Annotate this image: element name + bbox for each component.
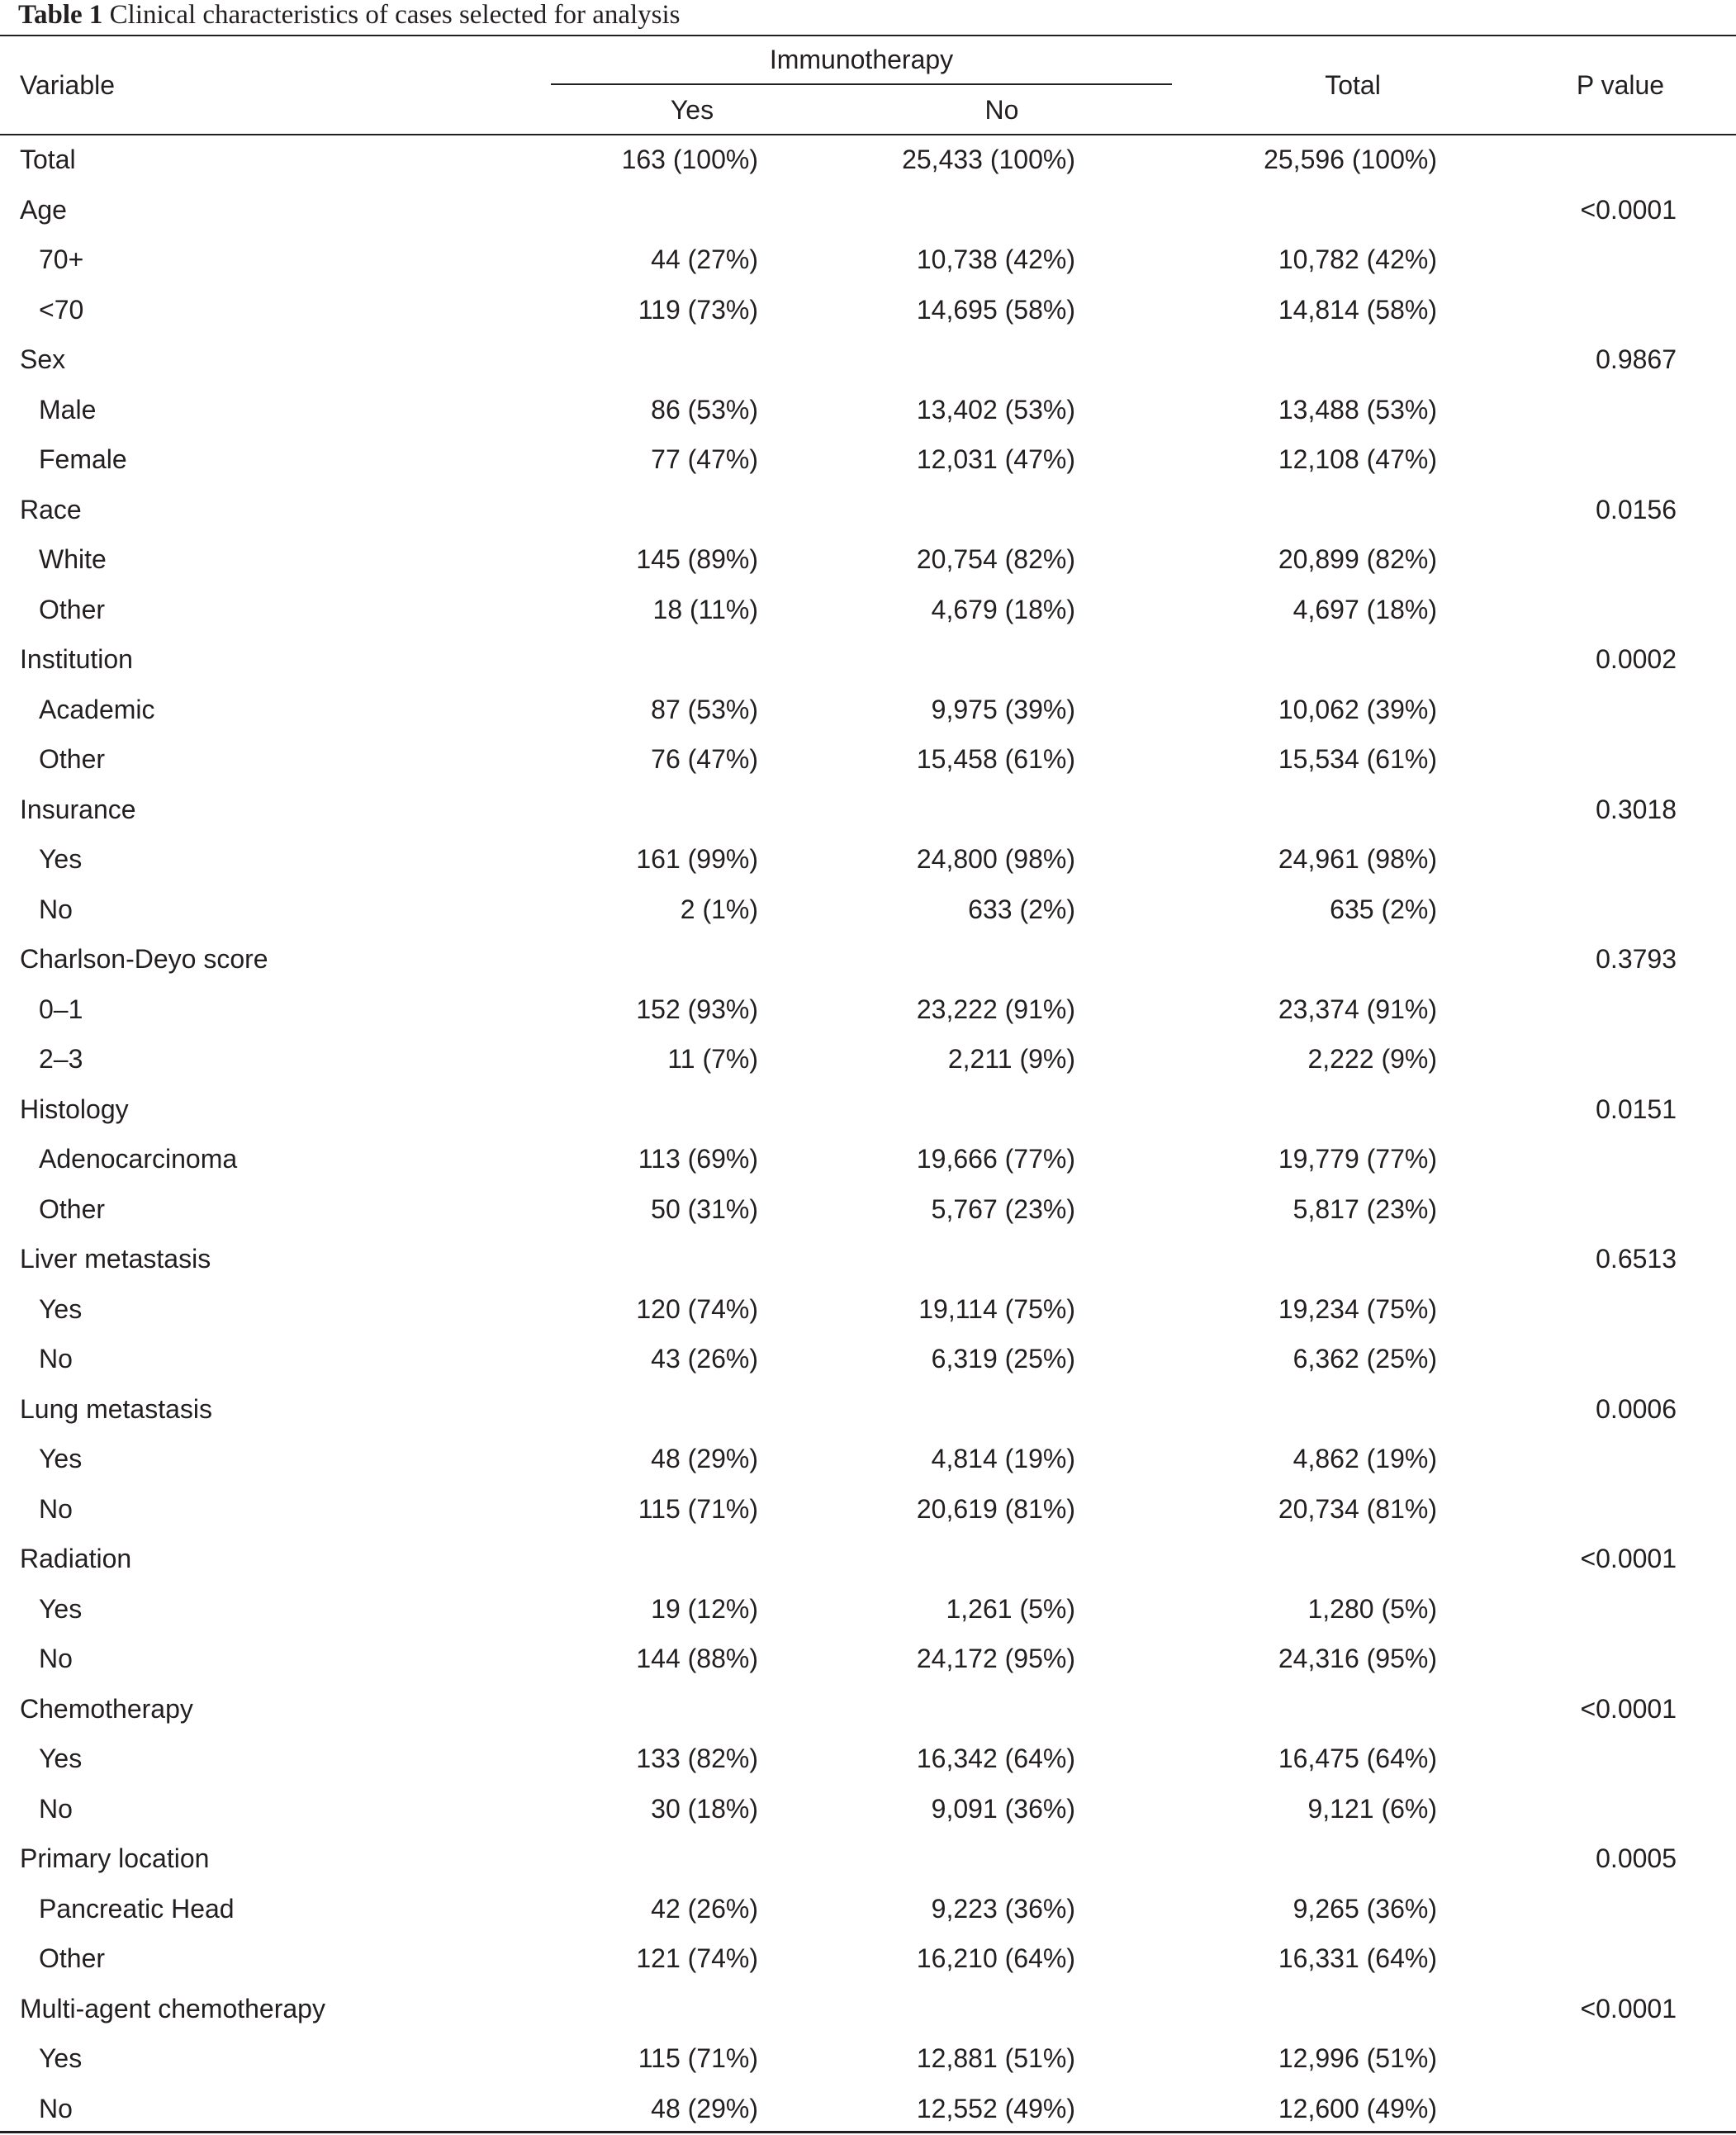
cell-total: 12,108 (47%) [1278, 444, 1437, 474]
cell-p-value: 0.0002 [1596, 644, 1677, 674]
cell-total: 9,121 (6%) [1307, 1793, 1437, 1824]
cell-immunotherapy-no: 4,814 (19%) [931, 1444, 1075, 1473]
cell-immunotherapy-no: 14,695 (58%) [916, 294, 1075, 325]
table-row [0, 1034, 1736, 1084]
cell-immunotherapy-yes: 133 (82%) [636, 1744, 758, 1773]
cell-immunotherapy-yes: 42 (26%) [651, 1893, 758, 1924]
cell-immunotherapy-yes: 19 (12%) [651, 1593, 758, 1624]
cell-total: 25,596 (100%) [1264, 145, 1437, 174]
cell-variable: Female [39, 444, 127, 474]
cell-variable: Other [39, 594, 106, 624]
cell-immunotherapy-no: 23,222 (91%) [916, 994, 1075, 1024]
cell-immunotherapy-no: 2,211 (9%) [947, 1044, 1075, 1074]
cell-variable: Radiation [20, 1544, 132, 1573]
cell-immunotherapy-no: 1,261 (5%) [946, 1593, 1075, 1624]
cell-immunotherapy-no: 13,402 (53%) [916, 394, 1075, 425]
cell-variable: Insurance [20, 794, 136, 824]
cell-immunotherapy-yes: 48 (29%) [651, 2093, 758, 2123]
cell-immunotherapy-no: 633 (2%) [968, 894, 1075, 924]
cell-immunotherapy-no: 9,975 (39%) [931, 694, 1075, 724]
table-row [0, 1084, 1736, 1135]
table-row [0, 1684, 1736, 1734]
table-row [0, 934, 1736, 984]
cell-immunotherapy-no: 20,754 (82%) [916, 544, 1075, 574]
cell-variable: Yes [39, 2043, 83, 2073]
cell-variable: Histology [20, 1094, 129, 1124]
cell-total: 20,734 (81%) [1278, 1493, 1437, 1524]
cell-variable: Primary location [20, 1843, 210, 1873]
table-row [0, 1984, 1736, 2034]
cell-variable: Total [20, 145, 76, 174]
cell-total: 24,316 (95%) [1278, 1644, 1437, 1673]
table-row [0, 785, 1736, 835]
cell-total: 19,234 (75%) [1278, 1293, 1437, 1324]
table-body [0, 135, 1736, 2133]
cell-p-value: 0.0006 [1596, 1393, 1677, 1424]
cell-immunotherapy-no: 20,619 (81%) [916, 1493, 1075, 1524]
cell-immunotherapy-yes: 77 (47%) [651, 444, 758, 474]
table-row [0, 1734, 1736, 1784]
cell-immunotherapy-yes: 120 (74%) [636, 1293, 758, 1324]
table-row [0, 1484, 1736, 1535]
table-caption-text: Clinical characteristics of cases selected for analysis [109, 0, 681, 30]
cell-total: 14,814 (58%) [1278, 294, 1437, 325]
cell-variable: No [39, 894, 73, 924]
cell-variable: Other [39, 744, 106, 774]
cell-immunotherapy-yes: 119 (73%) [638, 294, 758, 325]
cell-total: 5,817 (23%) [1293, 1193, 1437, 1224]
cell-immunotherapy-no: 19,666 (77%) [916, 1144, 1075, 1174]
cell-variable: Chemotherapy [20, 1693, 193, 1724]
cell-immunotherapy-yes: 48 (29%) [651, 1444, 758, 1473]
cell-total: 10,062 (39%) [1278, 694, 1437, 724]
table-row [0, 235, 1736, 285]
cell-total: 12,996 (51%) [1278, 2043, 1437, 2073]
cell-p-value: <0.0001 [1580, 1544, 1677, 1573]
cell-total: 635 (2%) [1330, 894, 1437, 924]
cell-immunotherapy-yes: 152 (93%) [636, 994, 758, 1024]
table-row [0, 2084, 1736, 2134]
cell-immunotherapy-yes: 86 (53%) [651, 394, 758, 425]
cell-total: 16,331 (64%) [1278, 1943, 1437, 1973]
table-row [0, 1234, 1736, 1284]
table-bottom-rule [0, 2131, 1736, 2133]
cell-total: 19,779 (77%) [1278, 1144, 1437, 1174]
cell-total: 6,362 (25%) [1293, 1344, 1437, 1374]
cell-p-value: 0.3018 [1596, 794, 1677, 824]
cell-total: 16,475 (64%) [1278, 1744, 1437, 1773]
cell-immunotherapy-yes: 161 (99%) [636, 844, 758, 874]
cell-p-value: 0.0151 [1596, 1094, 1677, 1124]
table-row [0, 1884, 1736, 1934]
cell-immunotherapy-no: 16,342 (64%) [916, 1744, 1075, 1773]
cell-total: 15,534 (61%) [1278, 744, 1437, 774]
cell-variable: 0–1 [39, 994, 83, 1024]
table-row [0, 135, 1736, 185]
table-row [0, 984, 1736, 1035]
cell-variable: Race [20, 494, 82, 524]
cell-total: 4,862 (19%) [1293, 1444, 1437, 1473]
table-row [0, 834, 1736, 885]
cell-total: 10,782 (42%) [1278, 244, 1437, 274]
cell-variable: No [39, 1793, 73, 1824]
table-row [0, 285, 1736, 335]
cell-immunotherapy-no: 24,172 (95%) [916, 1644, 1075, 1673]
cell-immunotherapy-no: 6,319 (25%) [931, 1344, 1075, 1374]
cell-p-value: 0.6513 [1596, 1244, 1677, 1274]
cell-p-value: <0.0001 [1580, 1993, 1677, 2024]
header-variable: Variable [20, 70, 116, 100]
table-row [0, 734, 1736, 785]
cell-immunotherapy-no: 9,223 (36%) [931, 1893, 1075, 1924]
cell-p-value: 0.9867 [1596, 344, 1677, 374]
cell-total: 1,280 (5%) [1307, 1593, 1437, 1624]
table-row [0, 1584, 1736, 1634]
table-row [0, 1434, 1736, 1484]
cell-immunotherapy-yes: 145 (89%) [636, 544, 758, 574]
cell-variable: Charlson-Deyo score [20, 944, 268, 974]
cell-immunotherapy-no: 12,881 (51%) [916, 2043, 1075, 2073]
cell-p-value: 0.0005 [1596, 1843, 1677, 1873]
cell-immunotherapy-yes: 11 (7%) [667, 1044, 758, 1074]
cell-variable: Other [39, 1943, 106, 1973]
header-total: Total [1325, 70, 1381, 100]
cell-immunotherapy-yes: 113 (69%) [638, 1144, 758, 1174]
table-caption-label: Table 1 [18, 0, 103, 30]
cell-variable: Yes [39, 1744, 83, 1773]
cell-variable: Lung metastasis [20, 1393, 213, 1424]
header-group-rule [551, 83, 1172, 85]
cell-variable: Sex [20, 344, 66, 374]
cell-immunotherapy-yes: 30 (18%) [651, 1793, 758, 1824]
cell-variable: Yes [39, 1293, 83, 1324]
cell-p-value: <0.0001 [1580, 1693, 1677, 1724]
cell-total: 9,265 (36%) [1293, 1893, 1437, 1924]
header-yes: Yes [670, 95, 714, 125]
cell-immunotherapy-no: 10,738 (42%) [916, 244, 1075, 274]
cell-total: 2,222 (9%) [1307, 1044, 1437, 1074]
cell-immunotherapy-no: 16,210 (64%) [916, 1943, 1075, 1973]
cell-p-value: 0.0156 [1596, 494, 1677, 524]
cell-p-value: 0.3793 [1596, 944, 1677, 974]
cell-immunotherapy-no: 25,433 (100%) [902, 145, 1075, 174]
table-row [0, 534, 1736, 585]
cell-total: 13,488 (53%) [1278, 394, 1437, 425]
cell-variable: Pancreatic Head [39, 1893, 235, 1924]
cell-immunotherapy-yes: 18 (11%) [652, 594, 758, 624]
cell-immunotherapy-yes: 2 (1%) [680, 894, 758, 924]
table-row [0, 334, 1736, 385]
cell-variable: Age [20, 194, 67, 225]
cell-total: 24,961 (98%) [1278, 844, 1437, 874]
header-immunotherapy: Immunotherapy [769, 45, 954, 74]
header-p-value: P value [1576, 70, 1665, 100]
cell-total: 23,374 (91%) [1278, 994, 1437, 1024]
cell-immunotherapy-yes: 44 (27%) [651, 244, 758, 274]
table-row [0, 1634, 1736, 1684]
cell-variable: Academic [39, 694, 155, 724]
table-row [0, 1933, 1736, 1984]
table-row [0, 1284, 1736, 1335]
cell-immunotherapy-no: 9,091 (36%) [931, 1793, 1075, 1824]
table-row [0, 885, 1736, 935]
cell-variable: Liver metastasis [20, 1244, 211, 1274]
table-row [0, 634, 1736, 685]
table-row [0, 1534, 1736, 1584]
cell-variable: No [39, 1644, 73, 1673]
table-row [0, 385, 1736, 435]
cell-variable: No [39, 1344, 73, 1374]
cell-variable: 70+ [39, 244, 84, 274]
table-top-rule [0, 35, 1736, 36]
cell-p-value: <0.0001 [1580, 194, 1677, 225]
table-row [0, 685, 1736, 735]
cell-total: 12,600 (49%) [1278, 2093, 1437, 2123]
table-row [0, 1834, 1736, 1884]
cell-immunotherapy-yes: 121 (74%) [636, 1943, 758, 1973]
cell-immunotherapy-no: 4,679 (18%) [931, 594, 1075, 624]
table-row [0, 1334, 1736, 1384]
table-row [0, 1134, 1736, 1184]
table-row [0, 1384, 1736, 1435]
cell-variable: Male [39, 394, 97, 425]
cell-variable: White [39, 544, 107, 574]
cell-immunotherapy-yes: 115 (71%) [638, 1493, 758, 1524]
cell-immunotherapy-yes: 43 (26%) [651, 1344, 758, 1374]
table-row [0, 434, 1736, 485]
table-row [0, 2033, 1736, 2084]
cell-immunotherapy-yes: 163 (100%) [621, 145, 758, 174]
cell-immunotherapy-no: 24,800 (98%) [916, 844, 1075, 874]
table-row [0, 1784, 1736, 1834]
cell-immunotherapy-yes: 115 (71%) [638, 2043, 758, 2073]
cell-immunotherapy-yes: 87 (53%) [651, 694, 758, 724]
cell-variable: Adenocarcinoma [39, 1144, 238, 1174]
cell-variable: Yes [39, 1444, 83, 1473]
cell-variable: Multi-agent chemotherapy [20, 1993, 325, 2024]
cell-variable: 2–3 [39, 1044, 83, 1074]
cell-immunotherapy-no: 5,767 (23%) [931, 1193, 1075, 1224]
table-row [0, 1184, 1736, 1235]
cell-immunotherapy-no: 12,031 (47%) [916, 444, 1075, 474]
cell-variable: Institution [20, 644, 133, 674]
cell-immunotherapy-no: 15,458 (61%) [916, 744, 1075, 774]
cell-variable: Yes [39, 1593, 83, 1624]
table-row [0, 485, 1736, 535]
cell-variable: No [39, 1493, 73, 1524]
table-row [0, 585, 1736, 635]
cell-total: 20,899 (82%) [1278, 544, 1437, 574]
cell-total: 4,697 (18%) [1293, 594, 1437, 624]
cell-variable: <70 [39, 294, 84, 325]
table-row [0, 185, 1736, 235]
table-caption [18, 0, 681, 33]
cell-immunotherapy-yes: 50 (31%) [651, 1193, 758, 1224]
cell-variable: Yes [39, 844, 83, 874]
header-no: No [984, 95, 1019, 125]
cell-immunotherapy-no: 12,552 (49%) [916, 2093, 1075, 2123]
cell-variable: Other [39, 1193, 106, 1224]
cell-immunotherapy-no: 19,114 (75%) [918, 1293, 1075, 1324]
cell-variable: No [39, 2093, 73, 2123]
cell-immunotherapy-yes: 144 (88%) [636, 1644, 758, 1673]
cell-immunotherapy-yes: 76 (47%) [651, 744, 758, 774]
